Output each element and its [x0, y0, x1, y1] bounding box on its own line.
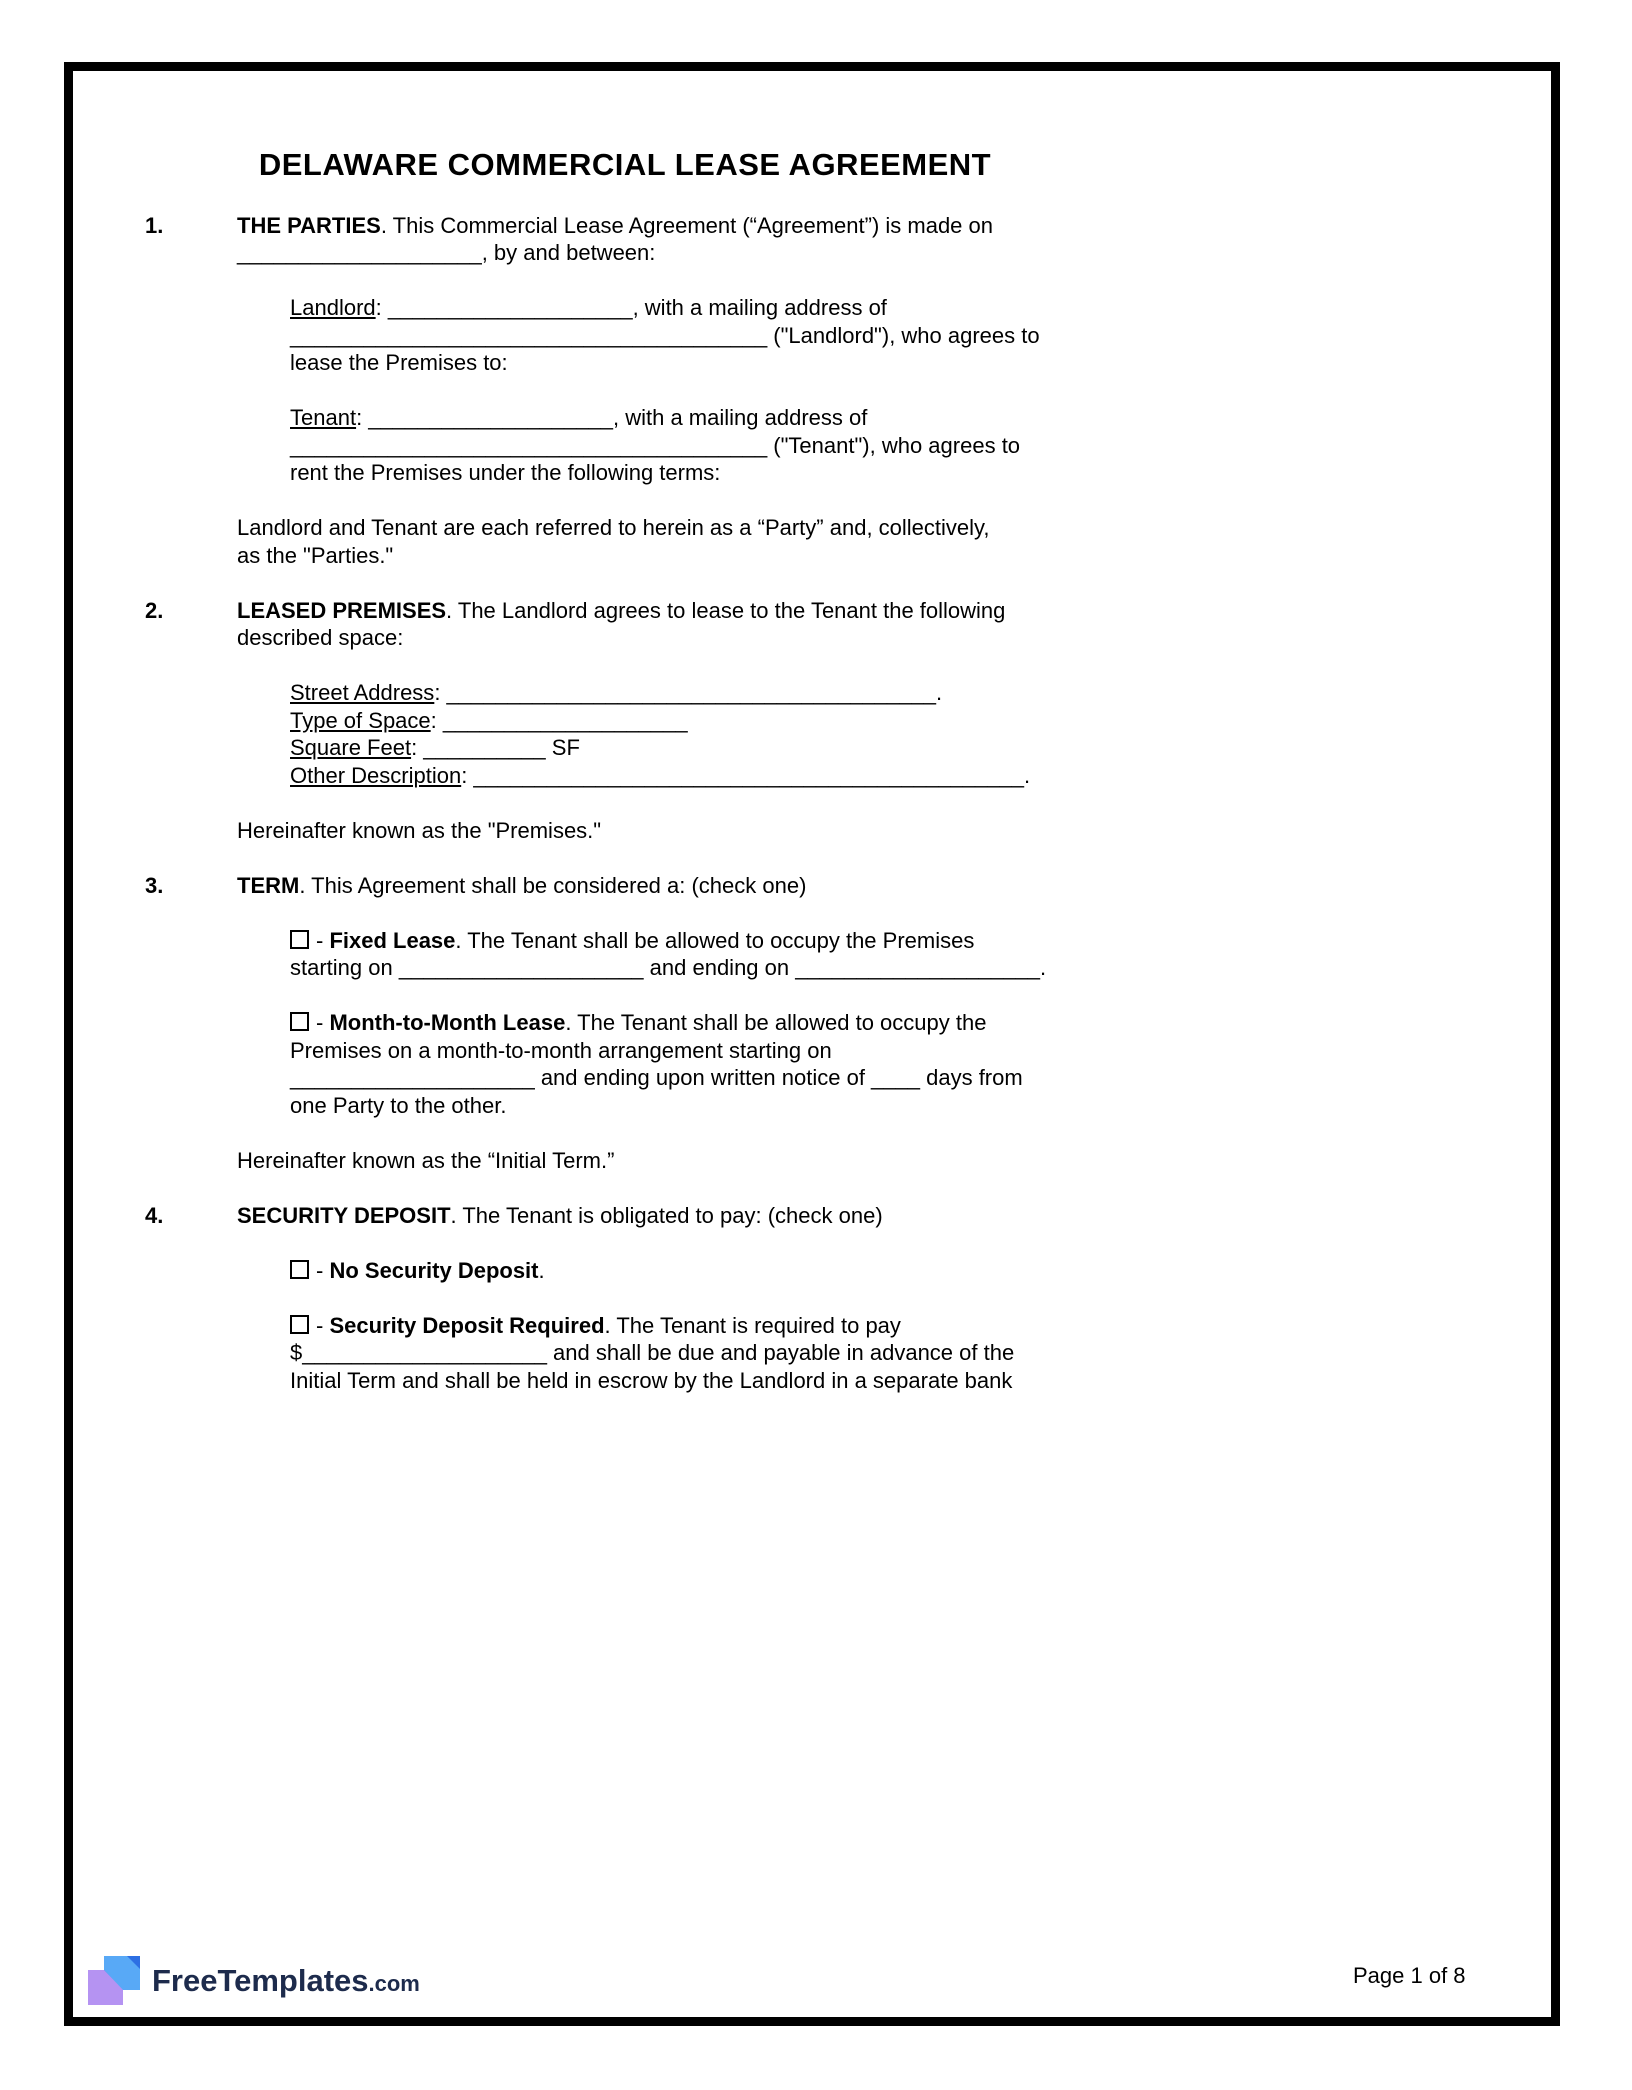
section-2-title: LEASED PREMISES — [237, 597, 447, 623]
section-2-heading — [145, 597, 1105, 652]
section-1-heading — [145, 212, 1105, 267]
deposit-amount-blank: $____________________ and shall be due and payable in advance of the — [290, 1340, 1015, 1365]
checkbox-icon — [290, 1260, 309, 1279]
initial-term-note: Hereinafter known as the “Initial Term.” — [237, 1147, 615, 1173]
option-dash: - — [316, 1010, 330, 1035]
checkbox-icon — [290, 930, 309, 949]
freetemplates-logo-icon — [88, 1956, 142, 2008]
document-content — [145, 146, 1105, 1394]
section-4-text: SECURITY DEPOSIT. The Tenant is obligated to pay: (check one) — [237, 1202, 883, 1228]
month-to-month-dates-blank: ____________________ and ending upon written notice of ____ days from — [290, 1065, 1023, 1090]
checkbox-icon — [290, 1012, 309, 1031]
street-address-field: Street Address: ________________________________________. — [290, 680, 943, 705]
fixed-lease-option: - Fixed Lease. The Tenant shall be allowed to occupy the Premises starting on ____________________ and ending on ____________________. — [290, 927, 1105, 982]
date-blank-line: ____________________, by and between: — [237, 240, 656, 265]
section-1-text: THE PARTIES. This Commercial Lease Agreement (“Agreement”) is made on ____________________, by and between: — [237, 212, 1105, 267]
other-description-field: Other Description: _____________________________________________. — [290, 762, 1031, 788]
page-indicator: Page 1 of 8 — [1353, 1963, 1466, 1988]
premises-note: Hereinafter known as the "Premises." — [237, 817, 602, 843]
section-3-heading — [145, 872, 1105, 900]
brand-tld: .com — [368, 1971, 420, 1996]
no-security-deposit-option: - No Security Deposit. — [290, 1257, 1105, 1285]
section-4-heading — [145, 1202, 1105, 1230]
security-deposit-required-option: - Security Deposit Required. The Tenant is required to pay $____________________ and shall be due and payable in advance of the Initial Term and shall be held in escrow by the Landlord in a separate bank — [290, 1312, 1105, 1395]
landlord-label: Landlord — [290, 295, 376, 320]
square-feet-field: Square Feet: __________ SF — [290, 735, 580, 760]
section-number: 1. — [145, 212, 164, 238]
option-dash: - — [316, 927, 330, 953]
section-4-title: SECURITY DEPOSIT — [237, 1202, 451, 1228]
type-of-space-field: Type of Space: ____________________ — [290, 707, 688, 733]
other-description-label: Other Description — [290, 762, 462, 788]
type-of-space-label: Type of Space — [290, 707, 431, 733]
fixed-lease-label: Fixed Lease — [329, 927, 456, 953]
option-dash: - — [316, 1312, 330, 1338]
month-to-month-label: Month-to-Month Lease — [329, 1010, 566, 1035]
section-2-text: LEASED PREMISES. The Landlord agrees to lease to the Tenant the following described space: — [237, 597, 1006, 650]
landlord-address-blank: _______________________________________ ("Landlord"), who agrees to — [290, 322, 1040, 348]
checkbox-icon — [290, 1315, 309, 1334]
month-to-month-option: - Month-to-Month Lease. The Tenant shall be allowed to occupy the Premises on a month-to-month arrangement starting on ____________________ and ending upon written notice of ____ days from one Party to the other. — [290, 1009, 1105, 1119]
no-security-deposit-label: No Security Deposit — [329, 1257, 539, 1283]
document-title: DELAWARE COMMERCIAL LEASE AGREEMENT — [258, 147, 992, 182]
option-dash: - — [316, 1257, 330, 1283]
section-3-text: TERM. This Agreement shall be considered a: (check one) — [237, 872, 807, 898]
parties-note: Landlord and Tenant are each referred to herein as a “Party” and, collectively, as the "Parties." — [237, 515, 990, 568]
section-1-title: THE PARTIES — [237, 212, 381, 238]
square-feet-label: Square Feet — [290, 735, 412, 760]
section-number: 2. — [145, 597, 164, 623]
brand-name: FreeTemplates — [152, 1963, 369, 1998]
brand-wordmark — [152, 1964, 420, 2001]
tenant-address-blank: _______________________________________ ("Tenant"), who agrees to — [290, 432, 1021, 458]
street-address-label: Street Address — [290, 680, 435, 705]
fixed-lease-dates-blank: starting on ____________________ and ending on ____________________. — [290, 955, 1047, 980]
tenant-block: Tenant: ____________________, with a mailing address of _______________________________________ ("Tenant"), who agrees to rent the Premises under the following terms: — [290, 404, 1105, 487]
section-3-title: TERM — [237, 872, 300, 898]
premises-fields — [290, 679, 1105, 789]
section-number: 3. — [145, 872, 164, 898]
security-deposit-required-label: Security Deposit Required — [329, 1312, 605, 1338]
landlord-block: Landlord: ____________________, with a mailing address of _______________________________________ ("Landlord"), who agrees to lease the Premises to: — [290, 294, 1105, 377]
section-number: 4. — [145, 1202, 164, 1228]
tenant-label: Tenant — [290, 405, 357, 430]
